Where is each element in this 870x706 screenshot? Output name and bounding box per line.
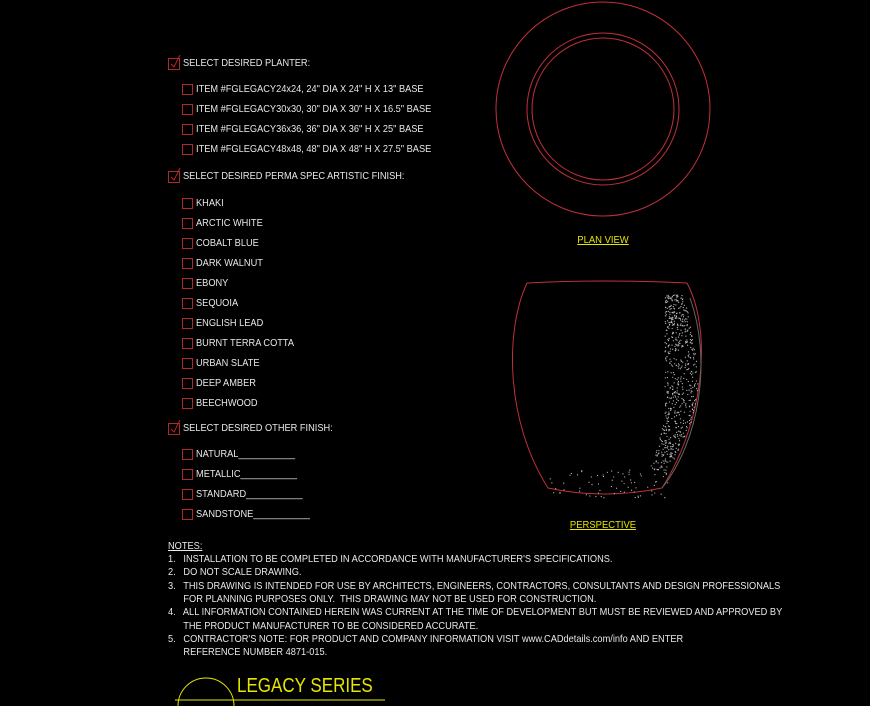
artistic-finish-option-checkbox[interactable] bbox=[182, 198, 193, 209]
plan-view-label: PLAN VIEW bbox=[577, 234, 629, 246]
series-title: LEGACY SERIES bbox=[237, 675, 373, 697]
planter-option-label: ITEM #FGLEGACY36x36, 36" DIA X 36" H X 25" BASE bbox=[196, 123, 424, 135]
other-finish-option-checkbox[interactable] bbox=[182, 449, 193, 460]
artistic-checkbox[interactable] bbox=[168, 171, 180, 183]
perspective-label: PERSPECTIVE bbox=[569, 519, 637, 531]
artistic-finish-option-checkbox[interactable] bbox=[182, 398, 193, 409]
artistic-finish-option-label: ARCTIC WHITE bbox=[196, 217, 263, 229]
other-finish-checkbox[interactable] bbox=[168, 423, 180, 435]
artistic-finish-option-checkbox[interactable] bbox=[182, 238, 193, 249]
planter-header: SELECT DESIRED PLANTER: bbox=[183, 57, 311, 69]
planter-option-checkbox[interactable] bbox=[182, 144, 193, 155]
artistic-finish-option-checkbox[interactable] bbox=[182, 318, 193, 329]
note-line: 5. CONTRACTOR'S NOTE: FOR PRODUCT AND COMPANY INFORMATION VISIT www.CADdetails.com/info AND ENTER bbox=[168, 632, 684, 645]
artistic-finish-option-checkbox[interactable] bbox=[182, 378, 193, 389]
note-line: 1. INSTALLATION TO BE COMPLETED IN ACCORDANCE WITH MANUFACTURER'S SPECIFICATIONS. bbox=[168, 553, 613, 565]
notes-header: NOTES: bbox=[168, 540, 203, 552]
planter-option-checkbox[interactable] bbox=[182, 124, 193, 135]
artistic-finish-option-label: SEQUOIA bbox=[196, 297, 239, 309]
other-finish-option-label: SANDSTONE___________ bbox=[196, 508, 310, 520]
artistic-finish-option-label: COBALT BLUE bbox=[196, 237, 259, 249]
note-line: 2. DO NOT SCALE DRAWING. bbox=[168, 566, 302, 579]
note-line: FOR PLANNING PURPOSES ONLY. THIS DRAWING MAY NOT BE USED FOR CONSTRUCTION. bbox=[168, 592, 597, 605]
artistic-finish-option-label: BEECHWOOD bbox=[196, 397, 258, 409]
artistic-finish-option-checkbox[interactable] bbox=[182, 358, 193, 369]
artistic-finish-option-checkbox[interactable] bbox=[182, 298, 193, 309]
artistic-finish-option-label: BURNT TERRA COTTA bbox=[196, 337, 295, 349]
note-line: 4. ALL INFORMATION CONTAINED HEREIN WAS CURRENT AT THE TIME OF DEVELOPMENT BUT MUST BE REVIEWED AND APPROVED BY bbox=[168, 606, 783, 619]
artistic-finish-option-checkbox[interactable] bbox=[182, 258, 193, 269]
artistic-finish-option-label: URBAN SLATE bbox=[196, 357, 260, 369]
other-finish-option-label: STANDARD___________ bbox=[196, 488, 303, 500]
planter-checkbox[interactable] bbox=[168, 58, 180, 70]
planter-option-label: ITEM #FGLEGACY24x24, 24" DIA X 24" H X 13" BASE bbox=[196, 83, 424, 95]
planter-option-checkbox[interactable] bbox=[182, 84, 193, 95]
artistic-finish-option-label: DARK WALNUT bbox=[196, 257, 263, 269]
artistic-finish-option-checkbox[interactable] bbox=[182, 278, 193, 289]
other-finish-option-checkbox[interactable] bbox=[182, 489, 193, 500]
artistic-finish-option-label: EBONY bbox=[196, 277, 229, 289]
artistic-finish-option-checkbox[interactable] bbox=[182, 218, 193, 229]
other-finish-option-checkbox[interactable] bbox=[182, 469, 193, 480]
artistic-finish-option-checkbox[interactable] bbox=[182, 338, 193, 349]
planter-option-label: ITEM #FGLEGACY48x48, 48" DIA X 48" H X 27.5" BASE bbox=[196, 143, 432, 155]
plan-view-drawing bbox=[496, 2, 710, 216]
other-finish-header: SELECT DESIRED OTHER FINISH: bbox=[183, 422, 333, 434]
planter-option-label: ITEM #FGLEGACY30x30, 30" DIA X 30" H X 16.5" BASE bbox=[196, 103, 432, 115]
note-line: THE PRODUCT MANUFACTURER TO BE CONSIDERED ACCURATE. bbox=[168, 619, 479, 632]
artistic-finish-option-label: KHAKI bbox=[196, 197, 224, 209]
note-line: 3. THIS DRAWING IS INTENDED FOR USE BY ARCHITECTS, ENGINEERS, CONTRACTORS, CONSULTANTS AND DESIGN PROFESSIONALS bbox=[168, 579, 781, 592]
other-finish-option-label: METALLIC___________ bbox=[196, 468, 298, 480]
other-finish-option-checkbox[interactable] bbox=[182, 509, 193, 520]
note-line: REFERENCE NUMBER 4871-015. bbox=[168, 646, 328, 659]
artistic-finish-option-label: ENGLISH LEAD bbox=[196, 317, 264, 329]
artistic-finish-option-label: DEEP AMBER bbox=[196, 377, 256, 389]
other-finish-option-label: NATURAL___________ bbox=[196, 448, 295, 460]
planter-option-checkbox[interactable] bbox=[182, 104, 193, 115]
artistic-header: SELECT DESIRED PERMA SPEC ARTISTIC FINISH: bbox=[183, 170, 405, 182]
